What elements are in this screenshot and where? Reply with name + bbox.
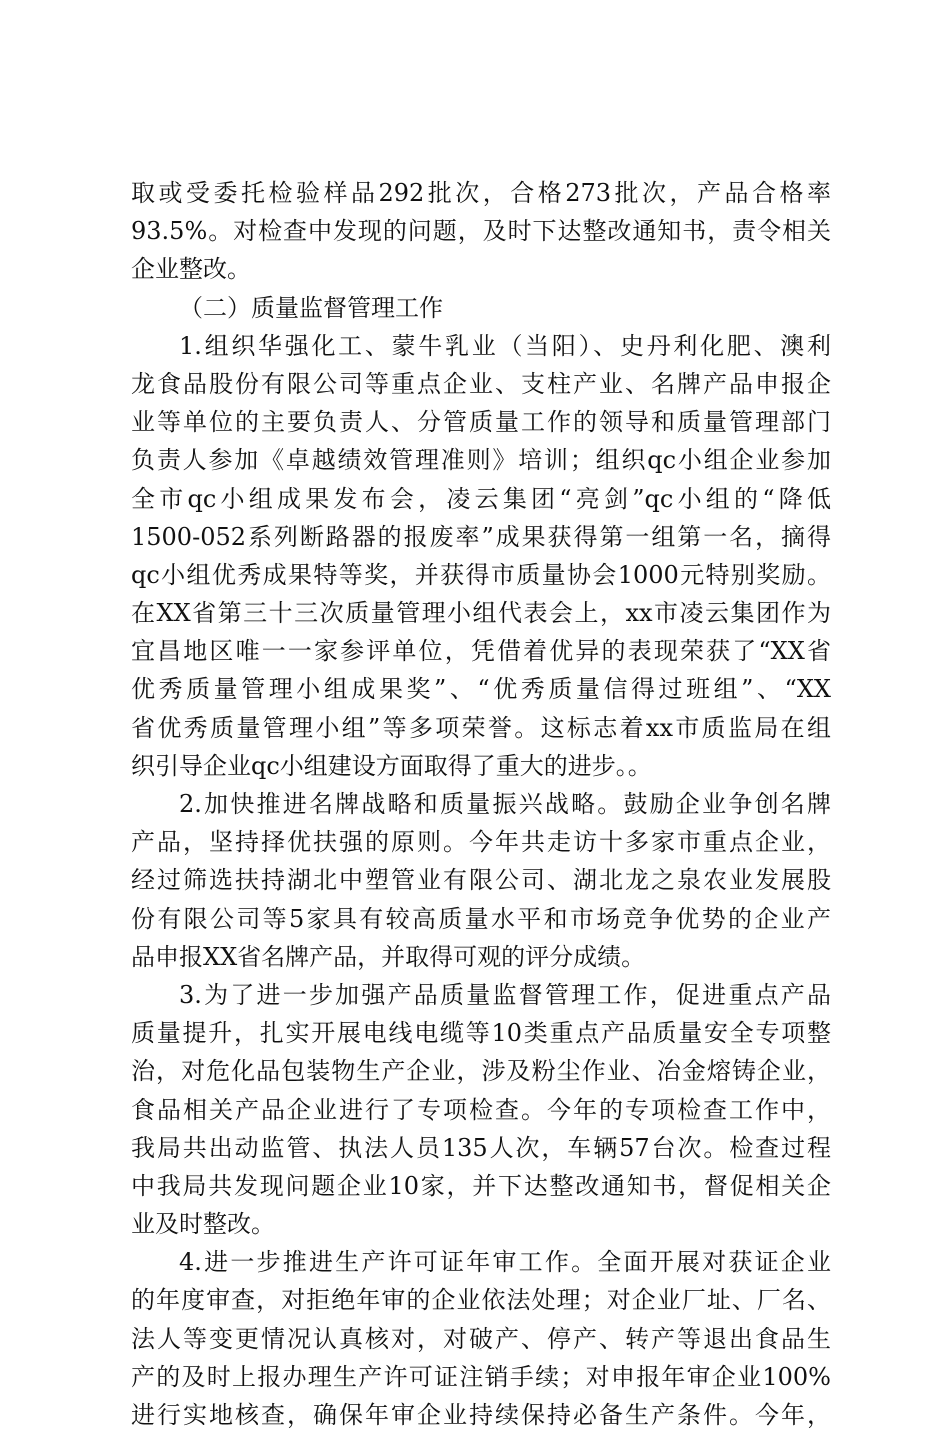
text-line: 质量提升，扎实开展电线电缆等10类重点产品质量安全专项整 — [131, 1019, 831, 1048]
text-line: 法人等变更情况认真核对，对破产、停产、转产等退出食品生 — [131, 1324, 831, 1353]
text-line: 企业整改。 — [131, 255, 251, 284]
text-line: 织引导企业qc小组建设方面取得了重大的进步。。 — [131, 751, 652, 780]
text-line: 省优秀质量管理小组”等多项荣誉。这标志着xx市质监局在组 — [131, 713, 831, 742]
paragraph-item-2 — [131, 785, 831, 976]
text-line: 食品相关产品企业进行了专项检查。今年的专项检查工作中， — [131, 1095, 831, 1124]
text-line: 1.组织华强化工、蒙牛乳业（当阳）、史丹利化肥、澳利 — [179, 331, 831, 360]
text-line: 中我局共发现问题企业10家，并下达整改通知书，督促相关企 — [131, 1171, 831, 1200]
text-line: 我局共出动监管、执法人员135人次，车辆57台次。检查过程 — [131, 1133, 831, 1162]
paragraph-item-3 — [131, 976, 831, 1243]
text-line: 取或受委托检验样品292批次，合格273批次，产品合格率 — [131, 179, 831, 207]
text-line: 的年度审查，对拒绝年审的企业依法处理；对企业厂址、厂名、 — [131, 1286, 831, 1315]
text-line: 93.5%。对检查中发现的问题，及时下达整改通知书，责令相关 — [131, 217, 831, 246]
paragraph-item-4 — [131, 1243, 831, 1434]
text-line: 经过筛选扶持湖北中塑管业有限公司、湖北龙之泉农业发展股 — [131, 866, 831, 895]
text-line: 治，对危化品包装物生产企业，涉及粉尘作业、冶金熔铸企业， — [131, 1057, 831, 1086]
text-line: 品申报XX省名牌产品，并取得可观的评分成绩。 — [131, 942, 646, 971]
text-line: 4.进一步推进生产许可证年审工作。全面开展对获证企业 — [179, 1248, 831, 1277]
section-heading: （二）质量监督管理工作 — [179, 293, 443, 322]
text-line: 进行实地核查，确保年审企业持续保持必备生产条件。今年， — [131, 1401, 831, 1429]
text-line: 业等单位的主要负责人、分管质量工作的领导和质量管理部门 — [131, 408, 831, 437]
text-line: 业及时整改。 — [131, 1210, 275, 1239]
text-line: 优秀质量管理小组成果奖”、“优秀质量信得过班组”、“XX — [131, 675, 831, 704]
text-line: 产的及时上报办理生产许可证注销手续；对申报年审企业100% — [131, 1362, 831, 1391]
text-line: 龙食品股份有限公司等重点企业、支柱产业、名牌产品申报企 — [131, 369, 831, 398]
text-line: 产品，坚持择优扶强的原则。今年共走访十多家市重点企业， — [131, 828, 831, 857]
text-line: 1500-052系列断路器的报废率”成果获得第一组第一名，摘得 — [131, 522, 831, 551]
text-line: 宜昌地区唯一一家参评单位，凭借着优异的表现荣获了“XX省 — [131, 637, 831, 666]
text-line: 全市qc小组成果发布会，凌云集团“亮剑”qc小组的“降低 — [131, 484, 831, 513]
document-body — [131, 174, 831, 1434]
text-line: 在XX省第三十三次质量管理小组代表会上，xx市凌云集团作为 — [131, 599, 831, 628]
text-line: 3.为了进一步加强产品质量监督管理工作，促进重点产品 — [179, 980, 831, 1009]
text-line: qc小组优秀成果特等奖，并获得市质量协会1000元特别奖励。 — [131, 560, 831, 589]
text-line: 2.加快推进名牌战略和质量振兴战略。鼓励企业争创名牌 — [179, 790, 831, 818]
text-line: 负责人参加《卓越绩效管理准则》培训；组织qc小组企业参加 — [131, 446, 831, 475]
paragraph-item-1 — [131, 327, 831, 785]
paragraph-inspection-results — [131, 174, 831, 289]
text-line: 份有限公司等5家具有较高质量水平和市场竞争优势的企业产 — [131, 904, 831, 933]
